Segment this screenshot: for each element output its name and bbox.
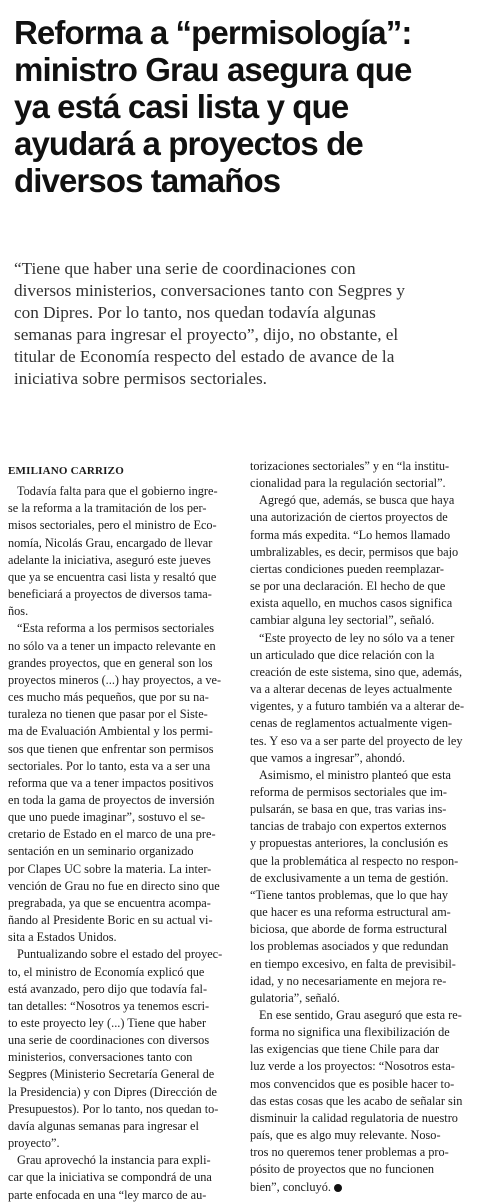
article-line: adelante la iniciativa, aseguró este jueves — [8, 552, 211, 567]
article-line: “Este proyecto de ley no sólo va a tener — [259, 630, 455, 645]
article-line: car que la iniciativa se compondrá de una — [8, 1170, 212, 1185]
article-line: tros no queremos tener problemas a pro- — [250, 1145, 449, 1160]
article-line: no sólo va a tener un impacto relevante en — [8, 638, 216, 653]
lead-line: titular de Economía respecto del estado de avance de la — [14, 347, 395, 366]
article-line: proyecto”. — [8, 1136, 60, 1151]
lead-paragraph — [14, 258, 474, 390]
article-line: ciertas condiciones pueden reemplazar- — [250, 561, 445, 576]
article-line: un articulado que dice relación con la — [250, 647, 435, 662]
article-line: tancias de trabajo con expertos externos — [250, 819, 447, 834]
article-line: cenas de reglamentos actualmente vigen- — [250, 716, 453, 731]
article-line: to este proyecto ley (...) Tiene que haber — [8, 1016, 207, 1030]
article-line: que uno puede imaginar”, sostuvo el se- — [8, 810, 206, 825]
article-line: en tiempo excesivo, en falta de previsibil- — [250, 956, 456, 971]
article-line: luz verde a los proyectos: “Nosotros esta- — [250, 1059, 455, 1074]
article-line: grandes proyectos, que en general son los — [8, 655, 213, 670]
article-line: proyectos mineros (...) hay proyectos, a ve- — [8, 672, 222, 687]
article-line: tes. Y eso va a ser parte del proyecto de ley — [250, 733, 463, 748]
article-line: sita a Estados Unidos. — [8, 930, 117, 945]
article-line: En ese sentido, Grau aseguró que esta re- — [259, 1008, 462, 1022]
article-line: nomía, Nicolás Grau, encargado de llevar — [8, 535, 213, 550]
article-line: que hacer es una reforma estructural am- — [250, 905, 451, 920]
article-line: sectoriales. Por lo tanto, esta va a ser una — [8, 758, 211, 773]
article-line: pulsarán, se basa en que, tras varias ins- — [250, 802, 447, 817]
article-line: una serie de coordinaciones con diversos — [8, 1033, 210, 1048]
headline-line: Reforma a “permisología”: — [14, 14, 412, 51]
article-line: sentación en un seminario organizado — [8, 844, 194, 859]
article-line: idad, y no necesariamente en mejora re- — [250, 973, 447, 988]
headline-line: ya está casi lista y que — [14, 88, 349, 125]
article-line: “Esta reforma a los permisos sectoriales — [17, 621, 215, 636]
article-line: Grau aprovechó la instancia para expli- — [17, 1153, 211, 1168]
article-line: beneficiará a proyectos de diversos tama- — [8, 587, 212, 602]
article-line: que la problemática al respecto no respon- — [250, 853, 459, 868]
article-line: disminuir la calidad regulatoria de nuestro — [250, 1110, 458, 1125]
article-line: se la reforma a la tramitación de los per- — [8, 501, 207, 516]
article-line: bien”, concluyó. — [250, 1179, 477, 1196]
headline-line: diversos tamaños — [14, 162, 281, 199]
lead-line: semanas para ingresar el proyecto”, dijo, no obstante, el — [14, 325, 399, 344]
article-line: reforma que va a tener impactos positivos — [8, 775, 214, 790]
article-line: creación de este sistema, sino que, además, — [250, 664, 463, 679]
end-of-article-icon — [334, 1184, 342, 1192]
article-line: mos convencidos que es posible hacer to- — [250, 1076, 455, 1091]
article-column-right — [250, 458, 477, 1196]
byline: EMILIANO CARRIZO — [8, 465, 124, 477]
article-line: va a alterar decenas de leyes actualmente — [250, 682, 453, 697]
article-column-left — [8, 463, 235, 1204]
article-line: misos sectoriales, pero el ministro de Eco- — [8, 518, 217, 533]
article-line: forma más expedita. “Lo hemos llamado — [250, 527, 451, 542]
article-line: biciosa, que aborde de forma estructural — [250, 922, 448, 937]
headline-line: ayudará a proyectos de — [14, 125, 363, 162]
article-line: forma no significa una flexibilización de — [250, 1025, 450, 1040]
lead-line: iniciativa sobre permisos sectoriales. — [14, 369, 267, 388]
article-line: ma de Evaluación Ambiental y los permi- — [8, 724, 213, 739]
article-line: parte enfocada en una “ley marco de au- — [8, 1187, 207, 1202]
article-line: to, el ministro de Economía explicó que — [8, 964, 205, 979]
article-line: davía algunas semanas para ingresar el — [8, 1118, 199, 1133]
article-line: tan detalles: “Nosotros ya tenemos escri- — [8, 998, 210, 1013]
article-line: los problemas asociados y que redundan — [250, 939, 449, 954]
article-line: que vamos a ingresar”, ahondó. — [250, 750, 406, 765]
article-line: torizaciones sectoriales” y en “la institu- — [250, 459, 450, 473]
article-line: la Presidencia) y con Dipres (Dirección de — [8, 1084, 217, 1099]
article-line: reforma de permisos sectoriales que im- — [250, 784, 448, 799]
article-line: turaleza no tienen que pasar por el Siste- — [8, 707, 208, 722]
article-line: gulatoria”, señaló. — [250, 990, 340, 1005]
article-line: que ya se encuentra casi lista y resaltó que — [8, 569, 217, 584]
article-line: y propuestas anteriores, la conclusión es — [250, 836, 449, 851]
article-line: umbralizables, es decir, permisos que bajo — [250, 544, 459, 559]
article-line: una autorización de ciertos proyectos de — [250, 510, 448, 525]
article-line: Asimismo, el ministro planteó que esta — [259, 767, 451, 782]
article-line: “Tiene tantos problemas, que lo que hay — [250, 887, 448, 902]
article-line: Segpres (Ministerio Secretaría General de — [8, 1067, 215, 1082]
article-line: está avanzado, pero dijo que todavía fal- — [8, 981, 208, 996]
lead-line: “Tiene que haber una serie de coordinaciones con — [14, 259, 356, 278]
article-line: cretario de Estado en el marco de una pre- — [8, 827, 216, 842]
article-line: cionalidad para la regulación sectorial”. — [250, 476, 446, 491]
article-line: ñando al Presidente Boric en su actual vi- — [8, 913, 213, 928]
article-line: Todavía falta para que el gobierno ingre- — [17, 484, 218, 499]
article-line: ministerios, conversaciones tanto con — [8, 1050, 193, 1065]
article-line: país, que es algo muy relevante. Noso- — [250, 1128, 441, 1143]
headline — [14, 14, 474, 199]
article-line: Presupuestos). Por lo tanto, nos quedan to- — [8, 1101, 219, 1116]
article-line: ces mucho más pequeños, que por su na- — [8, 690, 209, 705]
article-line: se por una declaración. El hecho de que — [250, 579, 446, 594]
article-line: ños. — [8, 604, 29, 619]
headline-line: ministro Grau asegura que — [14, 51, 412, 88]
lead-line: con Dipres. Por lo tanto, nos quedan todavía algunas — [14, 303, 376, 322]
article-line: de exclusivamente a un tema de gestión. — [250, 870, 449, 885]
article-line: las exigencias que tiene Chile para dar — [250, 1042, 440, 1057]
article-line: por Clapes UC sobre la materia. La inter- — [8, 861, 212, 876]
article-line: vención de Grau no fue en directo sino que — [8, 878, 220, 893]
left-column-text — [8, 483, 235, 1204]
article-line: sos que tienen que enfrentar son permisos — [8, 741, 214, 756]
lead-line: diversos ministerios, conversaciones tanto con Segpres y — [14, 281, 405, 300]
article-line: en toda la gama de proyectos de inversión — [8, 792, 215, 807]
right-column-text — [250, 458, 477, 1196]
article-line: vigentes, y a futuro también va a alterar de- — [250, 699, 465, 714]
article-line: exista aquello, en muchos casos significa — [250, 596, 453, 611]
article-line: pregrabada, ya que se encuentra acompa- — [8, 895, 211, 910]
article-line: cambiar alguna ley sectorial”, señaló. — [250, 613, 435, 628]
article-line: das estas cosas que les acabo de señalar sin — [250, 1093, 463, 1108]
article-line: Agregó que, además, se busca que haya — [259, 493, 455, 508]
article-line: pósito de proyectos que no funcionen — [250, 1162, 435, 1177]
article-line: Puntualizando sobre el estado del proyec- — [17, 947, 223, 962]
